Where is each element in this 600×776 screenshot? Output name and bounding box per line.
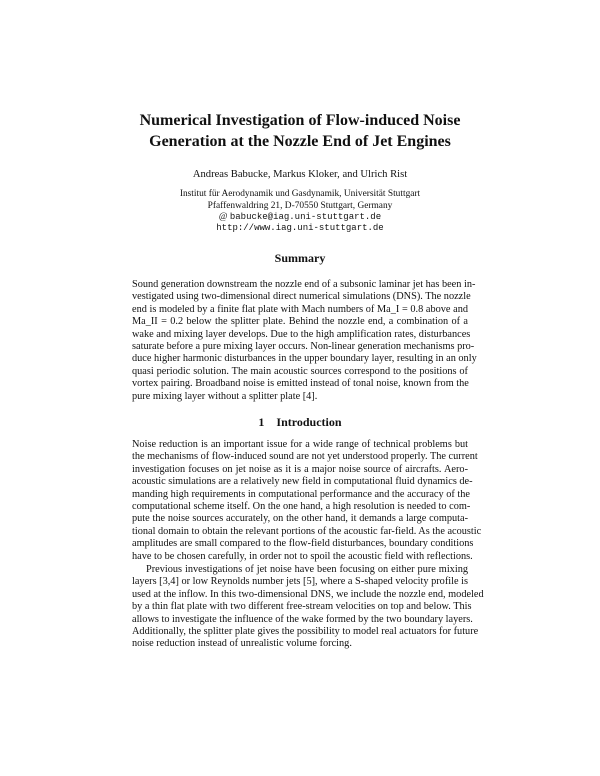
website-link[interactable]: http://www.iag.uni-stuttgart.de <box>216 223 384 233</box>
summary-line: saturate before a pure mixing layer occurs. Non-linear generation mechanisms pro- <box>132 341 475 353</box>
introduction-paragraph-1 <box>132 439 482 563</box>
summary-line: quasi periodic solution. The main acoustic sources correspond to the positions of <box>132 365 468 377</box>
summary-heading: Summary <box>274 251 326 265</box>
intro-line: used at the inflow. In this two-dimensional DNS, we include the nozzle end, modeled <box>132 588 484 600</box>
section-title: Introduction <box>276 415 342 429</box>
intro-line: noise reduction instead of unrealistic volume forcing. <box>132 638 352 650</box>
website-line <box>80 223 520 234</box>
section-number: 1 <box>258 415 265 429</box>
author-list: Andreas Babucke, Markus Kloker, and Ulrich Rist <box>192 169 408 180</box>
title-line-1: Numerical Investigation of Flow-induced Noise <box>139 112 461 129</box>
summary-line: duce higher harmonic disturbances in the upper boundary layer, resulting in an only <box>132 353 477 365</box>
intro-line: tional domain to obtain the relevant portions of the acoustic far-field. As the acoustic <box>132 525 482 537</box>
intro-line: manding high requirements in computational performance and the accuracy of the <box>132 488 470 500</box>
email-link[interactable]: babucke@iag.uni-stuttgart.de <box>229 212 382 222</box>
summary-line: vestigated using two-dimensional direct numerical simulations (DNS). The nozzle <box>132 291 471 303</box>
summary-line: wake and mixing layer develops. Due to the high amplification rates, disturbances <box>132 328 471 340</box>
affiliation-address: Pfaffenwaldring 21, D-70550 Stuttgart, Germany <box>207 201 393 211</box>
introduction-heading <box>132 415 468 430</box>
intro-line: allows to investigate the influence of the wake formed by the two boundary layers. <box>132 613 473 625</box>
intro-line: layers [3,4] or low Reynolds number jets [5], where a S-shaped velocity profile is <box>132 576 468 588</box>
paper-title <box>100 110 500 152</box>
title-line-2: Generation at the Nozzle End of Jet Engines <box>149 133 451 150</box>
email-icon: @ <box>218 212 228 222</box>
intro-line: Previous investigations of jet noise have been focusing on either pure mixing <box>146 564 468 575</box>
intro-line: the mechanisms of flow-induced sound are not yet understood properly. The current <box>132 451 478 463</box>
intro-line: Additionally, the splitter plate gives the possibility to model real actuators for future <box>132 626 479 638</box>
introduction-paragraph-2 <box>132 564 484 651</box>
intro-line: have to be chosen carefully, in order not to spoil the acoustic field with reflections. <box>132 550 473 562</box>
summary-line: end is modeled by a finite flat plate with Mach numbers of Ma_I = 0.8 above and <box>132 303 468 315</box>
intro-line: pute the noise sources accurately, on the other hand, it demands a large computa- <box>132 513 468 525</box>
summary-paragraph <box>132 279 477 403</box>
intro-line: by a thin flat plate with two different free-stream velocities on top and below. This <box>132 601 472 613</box>
intro-line: amplitudes are small compared to the flow-field disturbances, boundary conditions <box>132 538 474 550</box>
intro-line: investigation focuses on jet noise as it is a major noise source of aircrafts. Aero- <box>132 463 468 475</box>
summary-line: Ma_II = 0.2 below the splitter plate. Behind the nozzle end, a combination of a <box>132 316 468 328</box>
intro-line: computational scheme itself. On the one hand, a high resolution is needed to com- <box>132 501 471 513</box>
summary-line: Sound generation downstream the nozzle end of a subsonic laminar jet has been in- <box>132 279 476 290</box>
affiliation-email-line <box>80 212 520 223</box>
summary-line: vortex pairing. Broadband noise is emitted instead of tonal noise, known from the <box>132 378 469 390</box>
intro-line: acoustic simulations are a relatively new field in computational fluid dynamics de- <box>132 476 473 488</box>
affiliation-institute: Institut für Aerodynamik und Gasdynamik, Universität Stuttgart <box>179 189 421 199</box>
summary-line: pure mixing layer without a splitter plate [4]. <box>132 390 318 402</box>
intro-line: Noise reduction is an important issue for a wide range of technical problems but <box>132 439 468 450</box>
